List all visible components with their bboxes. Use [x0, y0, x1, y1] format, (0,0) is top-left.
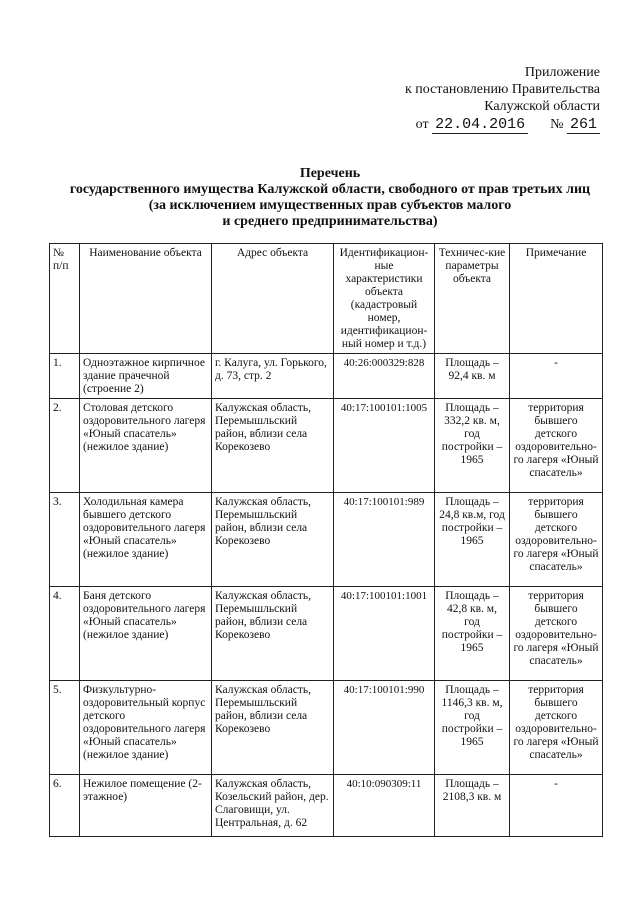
cell-cadastral: 40:17:100101:1001 [334, 587, 435, 681]
title-line-3: (за исключением имущественных прав субъектов малого [148, 198, 512, 213]
header-identification: Идентификацион-ные характеристики объекта (кадастровый номер, идентификацион-ный номер и т.д.) [334, 244, 435, 354]
title-line-4: и среднего предпринимательства) [222, 214, 438, 229]
cell-name: Физкультурно-оздоровительный корпус детского оздоровительного лагеря «Юный спасатель» (нежилое здание) [80, 681, 212, 775]
cell-address: Калужская область, Перемышльский район, вблизи села Корекозево [212, 493, 334, 587]
cell-number: 3. [50, 493, 80, 587]
table-row [50, 399, 603, 493]
cell-number: 6. [50, 775, 80, 837]
cell-address: Калужская область, Перемышльский район, вблизи села Корекозево [212, 587, 334, 681]
cell-name: Нежилое помещение (2-этажное) [80, 775, 212, 837]
cell-cadastral: 40:10:090309:11 [334, 775, 435, 837]
cell-number: 5. [50, 681, 80, 775]
table-row [50, 775, 603, 837]
table-row [50, 681, 603, 775]
cell-parameters: Площадь – 1146,3 кв. м, год постройки – 1965 [435, 681, 510, 775]
table-row [50, 354, 603, 399]
table-row [50, 493, 603, 587]
cell-number: 1. [50, 354, 80, 399]
cell-name: Одноэтажное кирпичное здание прачечной (строение 2) [80, 354, 212, 399]
cell-parameters: Площадь – 42,8 кв. м, год постройки – 1965 [435, 587, 510, 681]
cell-parameters: Площадь – 92,4 кв. м [435, 354, 510, 399]
cell-address: Калужская область, Перемышльский район, вблизи села Корекозево [212, 681, 334, 775]
date-prefix: от [415, 117, 429, 132]
cell-address: г. Калуга, ул. Горького, д. 73, стр. 2 [212, 354, 334, 399]
table-header-row [50, 244, 603, 354]
cell-cadastral: 40:17:100101:990 [334, 681, 435, 775]
cell-parameters: Площадь – 24,8 кв.м, год постройки – 1965 [435, 493, 510, 587]
cell-note: территория бывшего детского оздоровительно-го лагеря «Юный спасатель» [510, 399, 603, 493]
cell-note: территория бывшего детского оздоровительно-го лагеря «Юный спасатель» [510, 493, 603, 587]
cell-address: Калужская область, Перемышльский район, вблизи села Корекозево [212, 399, 334, 493]
cell-name: Столовая детского оздоровительного лагеря «Юный спасатель» (нежилое здание) [80, 399, 212, 493]
header-note: Примечание [510, 244, 603, 354]
title-line-1: Перечень [299, 166, 361, 181]
table-row [50, 587, 603, 681]
cell-name: Холодильная камера бывшего детского оздоровительного лагеря «Юный спасатель» (нежилое здание) [80, 493, 212, 587]
resolution-number: 261 [567, 116, 600, 134]
header-number: № п/п [50, 244, 80, 354]
cell-address: Калужская область, Козельский район, дер. Слаговищи, ул. Центральная, д. 62 [212, 775, 334, 837]
cell-parameters: Площадь – 2108,3 кв. м [435, 775, 510, 837]
cell-note: территория бывшего детского оздоровительно-го лагеря «Юный спасатель» [510, 681, 603, 775]
appendix-header [405, 64, 600, 133]
cell-cadastral: 40:17:100101:1005 [334, 399, 435, 493]
cell-cadastral: 40:17:100101:989 [334, 493, 435, 587]
cell-note: территория бывшего детского оздоровительно-го лагеря «Юный спасатель» [510, 587, 603, 681]
appendix-resolution: к постановлению Правительства [404, 82, 600, 97]
cell-number: 2. [50, 399, 80, 493]
resolution-date: 22.04.2016 [432, 116, 528, 134]
appendix-date-line [405, 116, 600, 133]
cell-parameters: Площадь – 332,2 кв. м, год постройки – 1965 [435, 399, 510, 493]
cell-note: - [510, 775, 603, 837]
cell-cadastral: 40:26:000329:828 [334, 354, 435, 399]
cell-note: - [510, 354, 603, 399]
appendix-region: Калужской области [484, 99, 600, 114]
header-name: Наименование объекта [80, 244, 212, 354]
header-parameters: Техничес-кие параметры объекта [435, 244, 510, 354]
document-title [40, 166, 620, 230]
title-line-2: государственного имущества Калужской области, свободного от прав третьих лиц [69, 182, 591, 197]
cell-name: Баня детского оздоровительного лагеря «Юный спасатель» (нежилое здание) [80, 587, 212, 681]
number-prefix: № [550, 117, 564, 132]
cell-number: 4. [50, 587, 80, 681]
header-address: Адрес объекта [212, 244, 334, 354]
appendix-label: Приложение [524, 65, 600, 80]
property-table [49, 243, 603, 837]
